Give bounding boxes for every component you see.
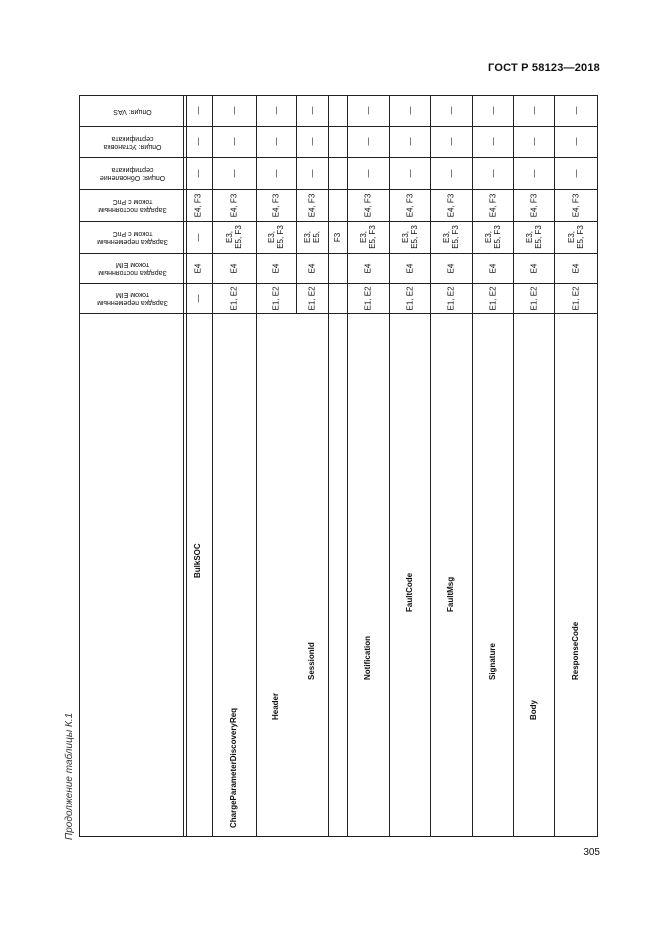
- table-cell: —: [405, 169, 414, 177]
- table-cell: —: [229, 169, 239, 177]
- table-cell: —: [193, 137, 202, 146]
- table-cell: E1, E2: [529, 285, 538, 310]
- table-cell: —: [363, 137, 373, 146]
- column-header: Зарядка переменным током EIM: [97, 291, 168, 306]
- table-cell: E4, F3: [307, 193, 317, 217]
- table-cell: —: [271, 169, 281, 177]
- element-name: Header: [271, 692, 280, 720]
- table-cell: E1, E2: [405, 285, 414, 310]
- table-cell: E3, E5, F3: [359, 225, 377, 249]
- table-cell: —: [193, 294, 202, 302]
- table-cell: E3, E5, F3: [225, 225, 243, 249]
- table-cell: —: [529, 106, 538, 115]
- element-name: ResponseCode: [570, 621, 580, 680]
- table-cell: —: [405, 137, 414, 146]
- table-cell: —: [446, 137, 456, 146]
- header-row-divider: [79, 313, 597, 314]
- table-cell: E4: [488, 263, 497, 273]
- table-cell: E1, E2: [363, 285, 373, 310]
- element-name: FaultCode: [404, 572, 414, 612]
- table-cell: E1, E2: [446, 285, 456, 310]
- table-cell: E4, F3: [363, 193, 373, 217]
- table-cell: —: [229, 106, 239, 115]
- element-name: SessionId: [307, 642, 316, 680]
- table-cell: —: [571, 137, 580, 146]
- table-cell: E4, F3: [529, 193, 538, 217]
- column-header: Опция: Установка сертификата: [103, 134, 162, 150]
- element-name: BulkSOC: [192, 543, 202, 578]
- element-name: Signature: [487, 643, 497, 680]
- table-cell: E1, E2: [229, 285, 239, 310]
- table-cell: E1, E2: [488, 285, 497, 310]
- table-cell: —: [488, 106, 497, 115]
- table-cell: —: [193, 106, 202, 115]
- table-cell: —: [363, 169, 373, 177]
- table-cell: —: [446, 169, 456, 177]
- table-cell: —: [193, 169, 202, 177]
- table-cell: E4, F3: [571, 193, 580, 217]
- table-cell: —: [363, 106, 373, 115]
- table-cell: E4, F3: [446, 193, 456, 217]
- table-cell: E4: [229, 263, 239, 273]
- table-cell: E3, E5, F3: [267, 225, 285, 249]
- table-cell: E4, F3: [193, 193, 202, 217]
- table-cell: —: [405, 106, 414, 115]
- table-cell: E4: [405, 263, 414, 273]
- column-header: Опция: Обновление сертификата: [99, 166, 166, 181]
- table-cell: —: [571, 106, 580, 115]
- table-cell: E3, E5,: [303, 231, 321, 244]
- table-cell: E3, E5, F3: [442, 225, 460, 249]
- column-header: Зарядка переменным током с PnC: [97, 230, 168, 245]
- table-cell: E3, E5, F3: [400, 225, 419, 249]
- table-cell: —: [193, 233, 202, 241]
- column-header: Опция: VAS: [113, 107, 152, 115]
- table-cell: —: [571, 169, 580, 177]
- table-cell: —: [446, 106, 456, 115]
- table-cell: E4: [571, 263, 580, 273]
- table-cell: —: [229, 137, 239, 146]
- table-cell: E3, E5, F3: [483, 225, 502, 249]
- table-cell: —: [271, 106, 281, 115]
- table-cell: —: [488, 169, 497, 177]
- element-name: ChargeParameterDiscoveryReq: [229, 707, 238, 828]
- table-cell: E1, E2: [307, 285, 317, 310]
- table-cell: E1, E2: [271, 285, 281, 310]
- column-divider: [328, 95, 329, 836]
- table-cell: E4, F3: [488, 193, 497, 217]
- table-cell: F3: [333, 232, 342, 242]
- table-cell: E4, F3: [405, 193, 414, 217]
- table-cell: E4: [446, 263, 456, 273]
- column-header: Зарядка постоянным током EIM: [98, 261, 167, 276]
- table-cell: E3, E5, F3: [566, 225, 585, 249]
- standard-header: ГОСТ Р 58123—2018: [488, 62, 600, 74]
- page-number: 305: [583, 847, 600, 858]
- column-header: Зарядка постоянным током с PnC: [98, 198, 167, 213]
- table-cell: E4, F3: [229, 193, 239, 217]
- table-cell: —: [307, 106, 317, 115]
- table-continuation-caption: Продолжение таблицы К.1: [64, 712, 75, 840]
- table-cell: —: [529, 137, 538, 146]
- table-cell: —: [271, 137, 281, 146]
- table-cell: —: [529, 169, 538, 177]
- table-cell: E3, E5, F3: [524, 225, 543, 249]
- table-cell: —: [488, 137, 497, 146]
- table-cell: E4: [193, 263, 202, 273]
- table-cell: E4: [271, 263, 281, 273]
- table-cell: E4: [363, 263, 373, 273]
- element-name: FaultMsg: [446, 576, 455, 612]
- table-cell: E1, E2: [571, 285, 580, 310]
- table-cell: —: [307, 169, 317, 177]
- element-name: Body: [528, 700, 538, 720]
- element-name: Notification: [363, 636, 372, 680]
- table-cell: —: [307, 137, 317, 146]
- table-cell: E4: [529, 263, 538, 273]
- table-cell: E4, F3: [271, 193, 281, 217]
- table-border-right: [597, 95, 598, 837]
- table-cell: E4: [307, 263, 317, 273]
- table-border-left: [79, 95, 80, 836]
